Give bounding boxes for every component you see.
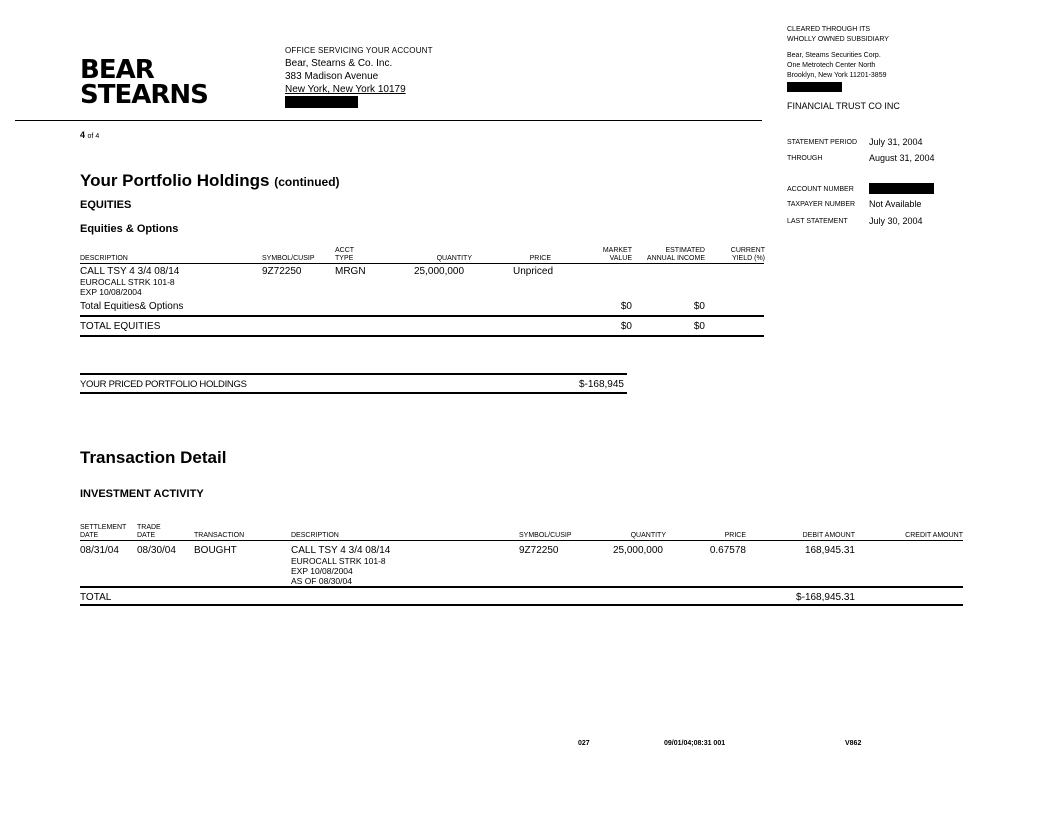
col-settle-line-2: DATE xyxy=(80,532,99,539)
col-mv-line-2: VALUE xyxy=(609,255,632,262)
subtotal-income: $0 xyxy=(693,301,705,312)
footer-timestamp: 09/01/04;08:31 001 xyxy=(664,740,726,747)
priced-holdings-value: $-168,945 xyxy=(578,379,624,390)
col-mv-line-1: MARKET xyxy=(602,247,632,254)
row-description-2: EUROCALL STRK 101-8 xyxy=(80,277,175,287)
taxpayer-number-value: Not Available xyxy=(869,199,922,209)
tx-debit-amount: 168,945.31 xyxy=(804,545,855,556)
taxpayer-number-label: TAXPAYER NUMBER xyxy=(787,201,856,208)
tx-price: 0.67578 xyxy=(709,545,746,556)
col-acct-line-1: ACCT xyxy=(335,247,355,254)
tx-settlement-date: 08/31/04 xyxy=(80,545,119,556)
office-city: New York, New York 10179 xyxy=(285,84,406,95)
col-current-yield xyxy=(715,247,765,263)
col-quantity: QUANTITY xyxy=(436,255,472,262)
col-credit-amount: CREDIT AMOUNT xyxy=(905,532,963,539)
col-transaction: TRANSACTION xyxy=(194,532,245,539)
tx-description-4: AS OF 08/30/04 xyxy=(291,576,352,586)
col-settle-line-1: SETTLEMENT xyxy=(80,524,127,531)
redaction-bar xyxy=(285,96,358,108)
office-street: 383 Madison Avenue xyxy=(285,71,379,82)
subtotal-label: Total Equities& Options xyxy=(80,301,184,312)
col-settlement-date xyxy=(80,524,126,540)
col-cy-line-2: YIELD (%) xyxy=(731,255,765,262)
clearing-line-1: CLEARED THROUGH ITS xyxy=(787,26,871,33)
row-price: Unpriced xyxy=(513,266,554,277)
col-tx-symbol: SYMBOL/CUSIP xyxy=(519,532,572,539)
subtotal-market-value: $0 xyxy=(620,301,632,312)
row-symbol: 9Z72250 xyxy=(262,266,302,277)
office-name: Bear, Stearns & Co. Inc. xyxy=(285,58,393,69)
tx-description-3: EXP 10/08/2004 xyxy=(291,566,353,576)
office-heading: OFFICE SERVICING YOUR ACCOUNT xyxy=(285,46,433,55)
transaction-detail-title: Transaction Detail xyxy=(80,448,227,467)
table-header-rule xyxy=(80,263,764,264)
through-value: August 31, 2004 xyxy=(869,153,935,163)
tx-description-1: CALL TSY 4 3/4 08/14 xyxy=(291,545,391,556)
investment-activity-heading: INVESTMENT ACTIVITY xyxy=(80,488,204,500)
tx-total-label: TOTAL xyxy=(80,592,112,603)
tx-header-rule xyxy=(80,540,963,541)
row-acct-type: MRGN xyxy=(335,266,366,277)
clearing-addr-1: One Metrotech Center North xyxy=(787,62,876,69)
row-description-1: CALL TSY 4 3/4 08/14 xyxy=(80,266,180,277)
col-acct-line-2: TYPE xyxy=(335,255,354,262)
total-equities-income: $0 xyxy=(693,321,705,332)
subtotal-rule xyxy=(80,315,764,317)
page-current: 4 xyxy=(80,130,86,140)
page-of: of 4 xyxy=(87,133,100,140)
footer-code: 027 xyxy=(578,740,590,747)
col-symbol: SYMBOL/CUSIP xyxy=(262,255,315,262)
page-number xyxy=(80,130,99,140)
equities-options-heading: Equities & Options xyxy=(80,223,179,235)
office-address xyxy=(285,44,433,112)
col-tx-price: PRICE xyxy=(724,532,746,539)
redaction-bar xyxy=(869,183,934,194)
clearing-addr-2: Brooklyn, New York 11201-3859 xyxy=(787,72,887,79)
footer-ref: V862 xyxy=(845,740,862,747)
through-label: THROUGH xyxy=(787,155,823,162)
logo-line-1: BEAR xyxy=(80,55,154,85)
row-description-3: EXP 10/08/2004 xyxy=(80,287,142,297)
col-description: DESCRIPTION xyxy=(80,255,128,262)
col-acct-type xyxy=(335,247,354,263)
tx-total-top-rule xyxy=(80,586,963,588)
equities-heading: EQUITIES xyxy=(80,199,132,211)
clearing-corp: Bear, Steams Securities Corp. xyxy=(787,52,881,59)
client-name: FINANCIAL TRUST CO INC xyxy=(787,101,900,111)
col-eai-line-1: ESTIMATED xyxy=(665,247,705,254)
col-market-value xyxy=(582,247,632,263)
logo-line-2: STEARNS xyxy=(80,80,208,110)
last-statement-label: LAST STATEMENT xyxy=(787,218,848,225)
clearing-info xyxy=(787,25,889,81)
portfolio-title-text: Your Portfolio Holdings xyxy=(80,171,270,190)
tx-description-2: EUROCALL STRK 101-8 xyxy=(291,556,386,566)
tx-quantity: 25,000,000 xyxy=(612,545,663,556)
redaction-bar xyxy=(787,82,842,92)
total-equities-market-value: $0 xyxy=(620,321,632,332)
tx-total-debit: $-168,945.31 xyxy=(796,592,855,603)
account-number-label: ACCOUNT NUMBER xyxy=(787,186,854,193)
priced-holdings-bottom-rule xyxy=(80,392,627,394)
col-trade-line-2: DATE xyxy=(137,532,156,539)
col-trade-line-1: TRADE xyxy=(137,524,161,531)
header-rule xyxy=(15,120,762,121)
total-equities-label: TOTAL EQUITIES xyxy=(80,321,161,332)
row-quantity: 25,000,000 xyxy=(414,266,465,277)
last-statement-value: July 30, 2004 xyxy=(869,216,923,226)
col-trade-date xyxy=(137,524,161,540)
portfolio-continued: (continued) xyxy=(274,175,340,189)
col-eai-line-2: ANNUAL INCOME xyxy=(646,255,705,262)
tx-symbol: 9Z72250 xyxy=(519,545,559,556)
col-tx-description: DESCRIPTION xyxy=(291,532,339,539)
table-row xyxy=(80,267,179,297)
col-price: PRICE xyxy=(529,255,551,262)
bear-stearns-logo xyxy=(80,55,208,110)
col-cy-line-1: CURRENT xyxy=(730,247,765,254)
col-debit-amount: DEBIT AMOUNT xyxy=(802,532,855,539)
statement-period-value: July 31, 2004 xyxy=(869,137,923,147)
col-tx-quantity: QUANTITY xyxy=(630,532,666,539)
statement-period-label: STATEMENT PERIOD xyxy=(787,139,858,146)
priced-holdings-top-rule xyxy=(80,373,627,375)
tx-total-bottom-rule xyxy=(80,604,963,606)
tx-trade-date: 08/30/04 xyxy=(137,545,176,556)
total-equities-rule xyxy=(80,335,764,337)
tx-type: BOUGHT xyxy=(194,545,237,556)
portfolio-title xyxy=(80,171,340,191)
col-estimated-income xyxy=(640,247,705,263)
tx-description xyxy=(291,546,390,586)
clearing-line-2: WHOLLY OWNED SUBSIDIARY xyxy=(787,36,889,43)
priced-holdings-label: YOUR PRICED PORTFOLIO HOLDINGS xyxy=(80,379,247,390)
